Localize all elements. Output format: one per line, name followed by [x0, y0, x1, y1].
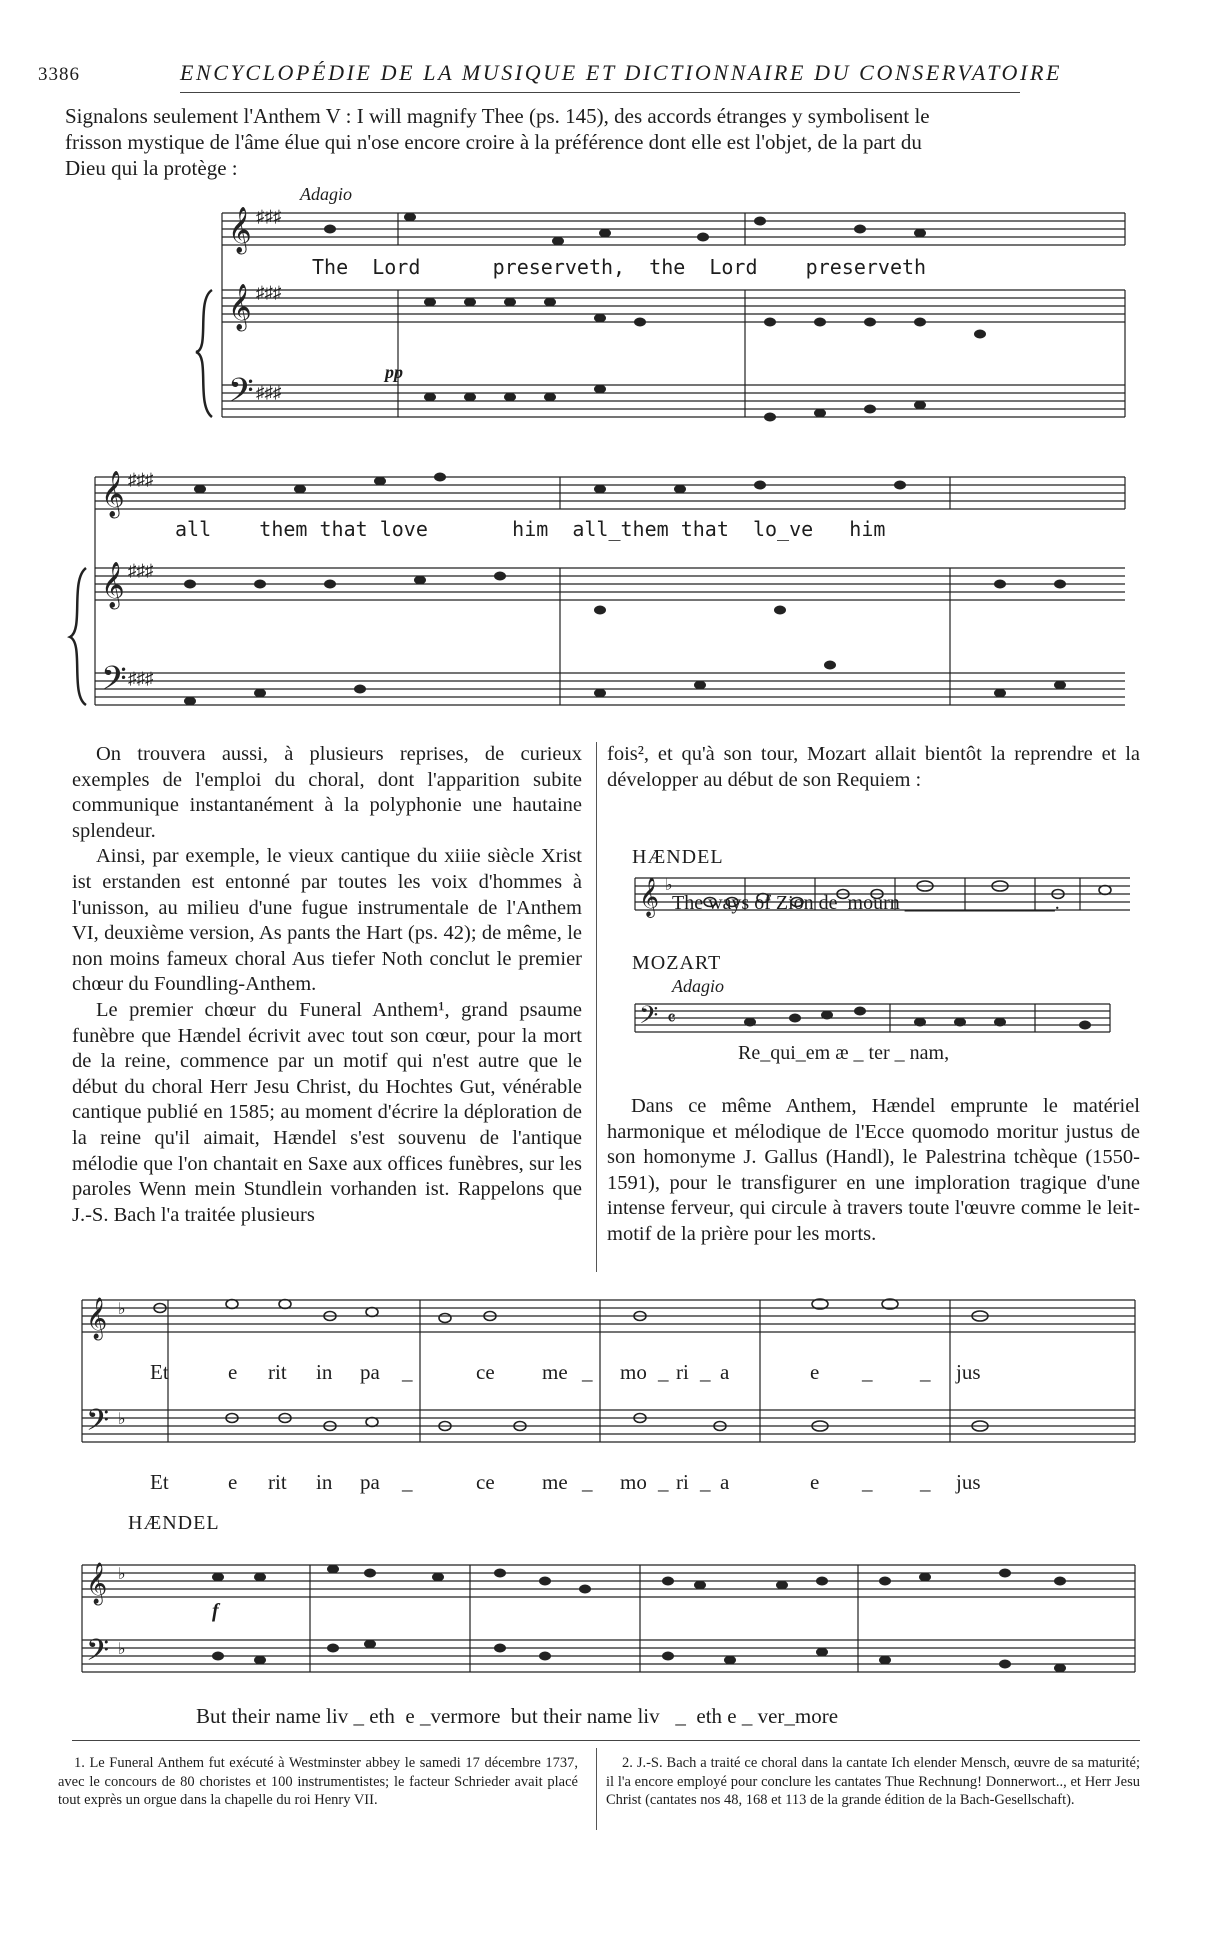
footnote-rule	[72, 1740, 1140, 1741]
lyric-syllable: Et	[150, 1360, 169, 1384]
lyric-syllable: _	[402, 1470, 413, 1494]
lyric-syllable: rit	[268, 1470, 287, 1494]
lyrics-line-2: all them that love him all_them that lo_ve him	[175, 517, 886, 541]
svg-text:𝄞: 𝄞	[86, 1298, 108, 1338]
lyric-syllable: pa	[360, 1470, 380, 1494]
mozart-lyrics: Re_qui_em æ _ ter _ nam,	[738, 1042, 950, 1064]
right-paragraph-2: Dans ce même Anthem, Hændel emprunte le matériel harmonique et mélodique de l'Ecce quomodo moritur justus de son homonyme J. Gallus (Handl), le Palestrina tchèque (1550-1591), pour le transfigurer en une imploration tragique d'une intense ferveur, qui circule à travers toute l'œuvre comme le leit-motif de la prière pour les morts.	[607, 1095, 1140, 1245]
lyric-syllable: ce	[476, 1470, 495, 1494]
svg-text:♯♯♯: ♯♯♯	[256, 383, 282, 402]
svg-text:𝄞: 𝄞	[639, 879, 660, 916]
svg-text:𝄢: 𝄢	[101, 660, 127, 705]
lyric-syllable: e	[228, 1360, 238, 1384]
svg-text:♭: ♭	[665, 877, 673, 894]
lyric-syllable: in	[316, 1360, 333, 1384]
left-paragraph-2: Ainsi, par exemple, le vieux cantique du xiiie siècle Xrist ist erstanden est entonné par toutes les voix d'hommes à l'unisson, au milieu d'une fugue instrumentale de l'Anthem VI, deuxième version, As pants the Hart (ps. 42); de même, le non moins fameux choral Aus tiefer Noth conclut le premier chœur du Foundling-Anthem.	[72, 845, 582, 996]
svg-text:𝄢: 𝄢	[228, 372, 254, 417]
lyric-syllable: me	[542, 1360, 568, 1384]
lyrics-line-1: The Lord preserveth, the Lord preserveth	[312, 255, 927, 279]
svg-text:𝄞: 𝄞	[86, 1563, 108, 1603]
svg-text:𝄴: 𝄴	[667, 1008, 676, 1030]
lyric-syllable: e	[810, 1360, 820, 1384]
lyric-syllable: _	[658, 1360, 669, 1384]
svg-text:𝄞: 𝄞	[228, 284, 252, 329]
lyric-syllable: _	[920, 1360, 931, 1384]
svg-text:♭: ♭	[118, 1301, 126, 1318]
lyric-syllable: _	[658, 1470, 669, 1494]
lyric-syllable: me	[542, 1470, 568, 1494]
haendel-lyrics: The ways of Zion de mourn _______________.	[672, 892, 1060, 914]
svg-text:♭: ♭	[118, 1411, 126, 1428]
intro-line-2: frisson mystique de l'âme élue qui n'ose encore croire à la préférence dont elle est l'objet, de la part du	[65, 130, 922, 154]
intro-line-3: Dieu qui la protège :	[65, 156, 238, 180]
dynamic-marking: pp	[385, 362, 403, 382]
footnote-divider	[596, 1748, 597, 1830]
example3-dynamic: f	[212, 1600, 219, 1622]
lyric-syllable: in	[316, 1470, 333, 1494]
svg-text:♯♯♯: ♯♯♯	[128, 561, 154, 580]
tempo-marking: Adagio	[300, 184, 352, 204]
footnote-2-text: 2. J.-S. Bach a traité ce choral dans la cantate Ich elender Mensch, œuvre de sa maturité; il l'a encore employé pour conclure les cantates Thue Rechnung! Donnerwort.., et Herr Jesu Christ (cantates nos 48, 168 et 113 de la grande édition de la Bach-Gesellschaft).	[606, 1755, 1140, 1808]
lyric-syllable: jus	[956, 1470, 981, 1494]
lyric-syllable: a	[720, 1470, 730, 1494]
lyric-syllable: Et	[150, 1470, 169, 1494]
lyric-syllable: ri	[676, 1470, 689, 1494]
svg-text:𝄞: 𝄞	[228, 207, 252, 252]
svg-text:𝄞: 𝄞	[101, 562, 125, 607]
intro-line-1: Signalons seulement l'Anthem V : I will magnify Thee (ps. 145), des accords étranges y symbolisent le	[65, 104, 930, 128]
haendel-label: HÆNDEL	[632, 846, 724, 868]
footnote-1	[58, 1754, 578, 1810]
lyric-syllable: e	[810, 1470, 820, 1494]
page-number: 3386	[38, 64, 80, 85]
svg-text:𝄞: 𝄞	[101, 471, 125, 516]
lyric-syllable: pa	[360, 1360, 380, 1384]
lyric-syllable: _	[402, 1360, 413, 1384]
lyric-syllable: ce	[476, 1360, 495, 1384]
lyric-syllable: _	[582, 1470, 593, 1494]
svg-text:♯♯♯: ♯♯♯	[128, 470, 154, 489]
lyric-syllable: rit	[268, 1360, 287, 1384]
svg-text:𝄢: 𝄢	[86, 1634, 110, 1674]
mozart-tempo: Adagio	[672, 976, 724, 996]
svg-text:𝄢: 𝄢	[86, 1404, 110, 1444]
example3-label: HÆNDEL	[128, 1512, 220, 1534]
mozart-label: MOZART	[632, 952, 722, 974]
lyric-syllable: e	[228, 1470, 238, 1494]
lyric-syllable: mo	[620, 1470, 647, 1494]
svg-text:♯♯♯: ♯♯♯	[256, 207, 282, 226]
lyric-syllable: _	[700, 1470, 711, 1494]
lyric-syllable: _	[920, 1470, 931, 1494]
footnote-1-text: 1. Le Funeral Anthem fut exécuté à Westminster abbey le samedi 17 décembre 1737, avec le concours de 80 choristes et 100 instrumentistes; le facteur Schrieder avait placé tout exprès un orgue dans la chapelle du roi Henry VII.	[58, 1755, 578, 1808]
svg-text:♭: ♭	[118, 1566, 126, 1583]
example3-lyrics: But their name liv _ eth e _vermore but their name liv _ eth e _ ver_more	[196, 1704, 839, 1728]
lyric-syllable: a	[720, 1360, 730, 1384]
footnote-2	[606, 1754, 1140, 1810]
lyric-syllable: ri	[676, 1360, 689, 1384]
right-paragraph-1: fois², et qu'à son tour, Mozart allait bientôt la reprendre et la développer au début de son Requiem :	[607, 743, 1140, 791]
svg-text:♭: ♭	[118, 1641, 126, 1658]
lyric-syllable: jus	[956, 1360, 981, 1384]
left-paragraph-1: On trouvera aussi, à plusieurs reprises, de curieux exemples de l'emploi du choral, dont l'apparition subite communique instantanément à la polyphonie une hautaine splendeur.	[72, 743, 582, 842]
svg-text:𝄢: 𝄢	[639, 1002, 659, 1035]
svg-text:♯♯♯: ♯♯♯	[128, 669, 154, 688]
lyric-syllable: _	[700, 1360, 711, 1384]
left-paragraph-3: Le premier chœur du Funeral Anthem¹, grand psaume funèbre que Hændel écrivit avec tout son cœur, pour la mort de la reine, commence par un motif qui n'est autre que le début du choral Herr Jesu Christ, du Hochtes Gut, vénérable cantique publié en 1585; au moment d'écrire la déploration de la reine qu'il aimait, Hændel s'est souvenu de l'antique mélodie que l'on chantait en Saxe aux offices funèbres, sur les paroles Wenn mein Stundlein vorhanden ist. Rappelons que J.-S. Bach l'a traitée plusieurs	[72, 998, 582, 1226]
lyric-syllable: mo	[620, 1360, 647, 1384]
lyric-syllable: _	[862, 1470, 873, 1494]
running-title: ENCYCLOPÉDIE DE LA MUSIQUE ET DICTIONNAIRE DU CONSERVATOIRE	[180, 60, 1063, 85]
lyric-syllable: _	[862, 1360, 873, 1384]
svg-text:♯♯♯: ♯♯♯	[256, 283, 282, 302]
lyric-syllable: _	[582, 1360, 593, 1384]
